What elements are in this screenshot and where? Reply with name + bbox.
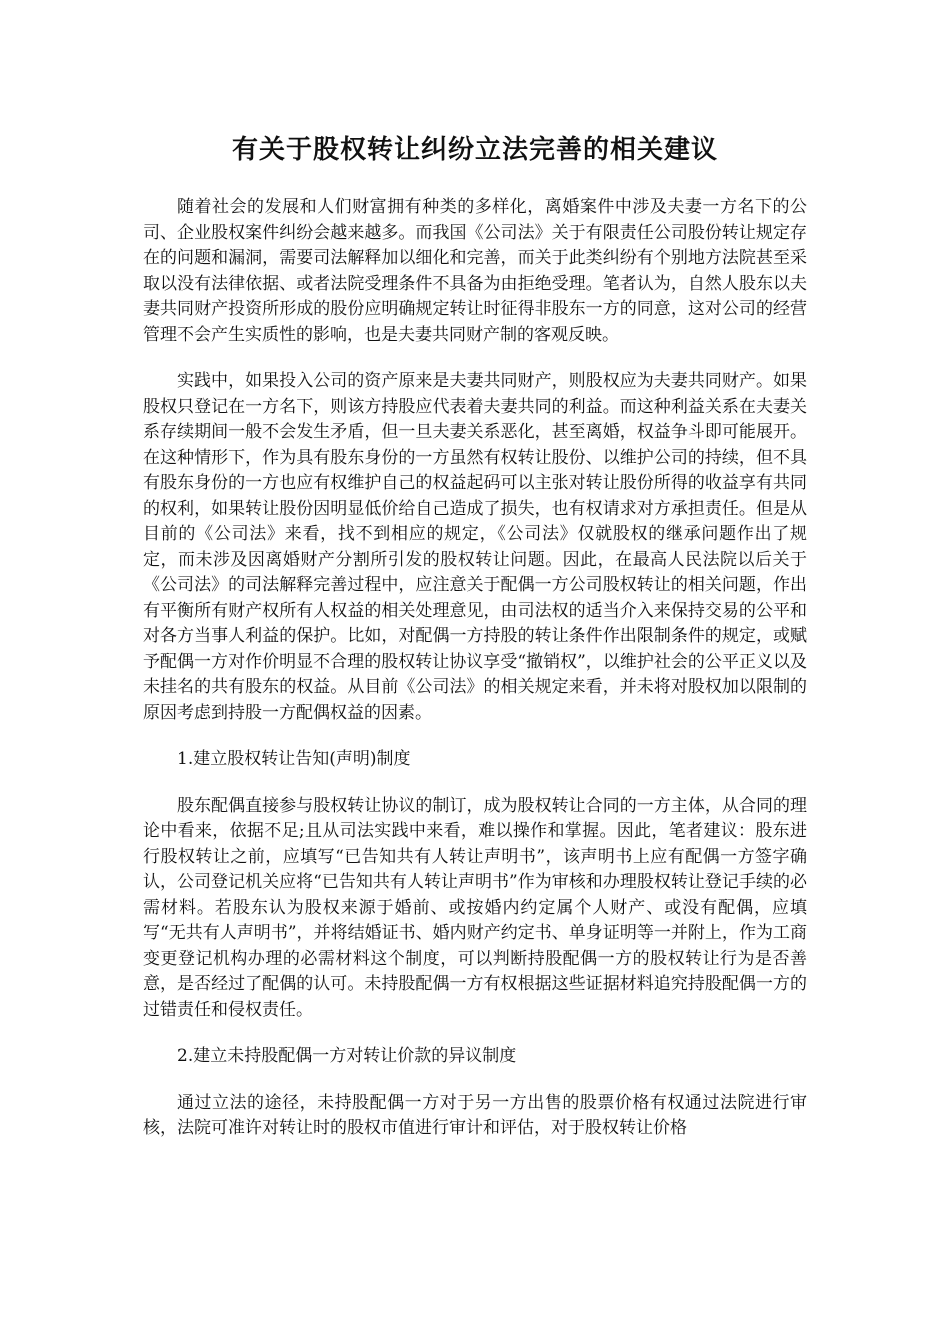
paragraph-4: 通过立法的途径，未持股配偶一方对于另一方出售的股票价格有权通过法院进行审核，法院可准许对转让时的股权市值进行审计和评估，对于股权转让价格 bbox=[143, 1092, 807, 1138]
paragraph-1: 随着社会的发展和人们财富拥有种类的多样化，离婚案件中涉及夫妻一方名下的公司、企业股权案件纠纷会越来越多。而我国《公司法》关于有限责任公司股份转让规定存在的问题和漏洞，需要司法解释加以细化和完善，而关于此类纠纷有个别地方法院甚至采取以没有法律依据、或者法院受理条件不具备为由拒绝受理。笔者认为，自然人股东以夫妻共同财产投资所形成的股份应明确规定转让时征得非股东一方的同意，这对公司的经营管理不会产生实质性的影响，也是夫妻共同财产制的客观反映。 bbox=[143, 197, 807, 345]
document-title: 有关于股权转让纠纷立法完善的相关建议 bbox=[231, 135, 718, 165]
section-heading-1: 1.建立股权转让告知(声明)制度 bbox=[177, 749, 411, 769]
paragraph-2: 实践中，如果投入公司的资产原来是夫妻共同财产，则股权应为夫妻共同财产。如果股权只登记在一方名下，则该方持股应代表着夫妻共同的利益。而这种利益关系在夫妻关系存续期间一般不会发生矛盾，但一旦夫妻关系恶化，甚至离婚，权益争斗即可能展开。在这种情形下，作为具有股东身份的一方虽然有权转让股份、以维护公司的持续，但不具有股东身份的一方也应有权维护自己的权益起码可以主张对转让股份所得的收益享有共同的权利，如果转让股份因明显低价给自己造成了损失，也有权请求对方承担责任。但是从目前的《公司法》来看，找不到相应的规定，《公司法》仅就股权的继承问题作出了规定，而未涉及因离婚财产分割所引发的股权转让问题。因此，在最高人民法院以后关于《公司法》的司法解释完善过程中，应注意关于配偶一方公司股权转让的相关问题，作出有平衡所有财产权所有人权益的相关处理意见，由司法权的适当介入来保持交易的公平和对各方当事人利益的保护。比如，对配偶一方持股的转让条件作出限制条件的规定，或赋予配偶一方对作价明显不合理的股权转让协议享受“撤销权”，以维护社会的公平正义以及未挂名的共有股东的权益。从目前《公司法》的相关规定来看，并未将对股权加以限制的 原因考虑到持股一方配偶权益的因素。 bbox=[143, 371, 807, 723]
paragraph-3: 股东配偶直接参与股权转让协议的制订，成为股权转让合同的一方主体，从合同的理论中看来，依据不足;且从司法实践中来看，难以操作和掌握。因此，笔者建议：股东进行股权转让之前，应填写“已告知共有人转让声明书”，该声明书上应有配偶一方签字确认，公司登记机关应将“已告知共有人转让声明书”作为审核和办理股权转让登记手续的必需材料。若股东认为股权来源于婚前、或按婚内约定属个人财产、或没有配偶，应填写“无共有人声明书”，并将结婚证书、婚内财产约定书、单身证明等一并附上，作为工商变更登记机构办理的必需材料这个制度，可以判断持股配偶一方的股权转让行为是否善意，是否经过了配偶的认可。未持股配偶一方有权根据这些证据材料追究持股配偶一方的过错责任和侵权责任。 bbox=[143, 795, 807, 1020]
section-heading-2: 2.建立未持股配偶一方对转让价款的异议制度 bbox=[177, 1046, 517, 1066]
document-body bbox=[143, 195, 807, 1163]
